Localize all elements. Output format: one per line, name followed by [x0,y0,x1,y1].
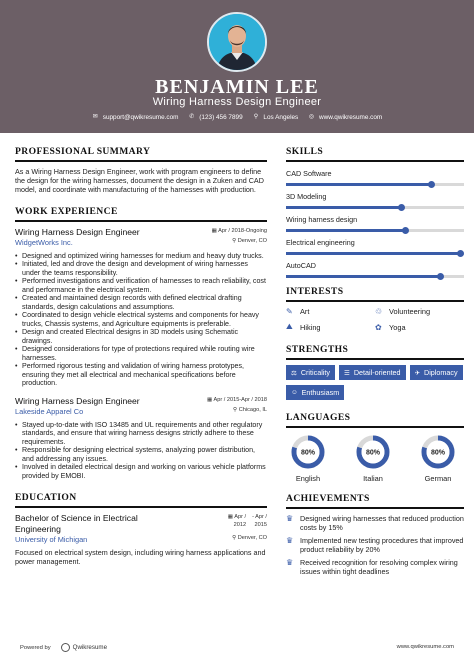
language-name: Italian [363,474,383,483]
skill-bar [286,275,464,278]
palette-icon: ✎ [286,307,293,316]
skill-bar-fill [286,183,432,186]
list-item: • Performed investigations and verification of harnesses to reach reliability, cost and performance in the electrical system. [15,277,267,294]
languages-heading: LANGUAGES [286,412,464,428]
skill-bar [286,206,464,209]
company-name: Lakeside Apparel Co [15,406,84,416]
language-name: English [295,474,321,483]
globe-icon: ◎ [308,114,315,120]
strength-badge: ☰ Detail-oriented [339,365,406,380]
skill-bar [286,252,464,255]
list-item: • Responsible for designing electrical systems, analyzing power distribution, and addressing any issues. [15,446,267,463]
skill-bar-knob [437,273,444,280]
language-ring [290,434,326,470]
left-column [15,146,267,567]
footer [0,636,474,670]
summary-section [15,146,267,195]
candidate-name: BENJAMIN LEE [155,76,319,98]
candidate-role: Wiring Harness Design Engineer [152,96,322,108]
person-photo-icon [209,14,265,70]
languages-list [286,434,464,483]
skill-bar [286,229,464,232]
interests-section [286,286,464,332]
education-text: Focused on electrical system design, including wiring harness applications and power management. [15,548,266,567]
smile-icon: ☺ [291,389,298,396]
skill-bar [286,183,464,186]
calendar-icon: ▦ [206,396,214,403]
qwikresume-logo-icon [61,643,70,652]
list-item: • Designed and optimized wiring harnesses for medium and heavy duty trucks. [15,252,267,261]
trophy-icon: ♛ [286,536,294,545]
avatar [207,12,267,72]
job-title: Wiring Harness Design Engineer [15,226,140,237]
list-item: • Stayed up-to-date with ISO 13485 and UL requirements and other regulatory standards, and ensure that wiring harness designs strictly adhere to these requirements. [15,421,267,447]
skill-name: 3D Modeling [286,192,327,201]
handshake-icon: ♲ [375,307,383,316]
interests-list [286,307,464,332]
strength-badge: ☺ Enthusiasm [286,385,344,400]
resume-header [0,0,474,133]
skill-item [286,261,464,278]
strength-badge: ✈ Diplomacy [410,365,463,380]
skill-item [286,192,464,209]
education-heading: EDUCATION [15,492,267,508]
contact-location: ⚲ Los Angeles [253,113,299,121]
phone-icon: ✆ [189,114,195,120]
achievements-section [286,493,464,576]
powered-by: Powered by Qwikresume [20,644,108,651]
list-item: • Involved in detailed electrical design and working on various vehicle platforms provided by EMOBI. [15,463,267,480]
list-icon: ☰ [343,369,350,377]
achievements-heading: ACHIEVEMENTS [286,493,464,509]
skill-bar-knob [402,227,409,234]
skill-bar-fill [286,206,402,209]
skill-bar-fill [286,275,441,278]
skill-name: AutoCAD [286,261,316,270]
job-dates: ▦ Apr / 2015-Apr / 2018 [206,396,267,403]
skill-bar-knob [428,181,435,188]
contact-website[interactable]: ◎ www.qwikresume.com [308,113,383,121]
education-dates: ▦ Apr / 2012 - Apr / 2015 [227,514,267,529]
strength-badge: ⚖ Criticality [286,365,335,380]
job-dates: ▦ Apr / 2018-Ongoing [211,227,267,234]
location-pin-icon: ⚲ [232,535,238,542]
skill-bar-fill [286,252,460,255]
strengths-heading: STRENGTHS [286,344,464,360]
location-pin-icon: ⚲ [232,237,238,244]
interest-yoga: ✿ Yoga [375,322,406,332]
experience-heading: WORK EXPERIENCE [15,206,267,222]
location-pin-icon: ⚲ [233,406,239,413]
language-item [418,434,458,483]
language-percent: 80% [365,449,381,457]
skill-bar-fill [286,229,405,232]
footer-website[interactable]: www.qwikresume.com [396,644,454,650]
job-location: ⚲ Chicago, IL [233,406,267,413]
strengths-list [286,365,464,400]
summary-text: As a Wiring Harness Design Engineer, work with program engineers to define the design for the wiring harnesses, document the design in a Zuken and CAD model, and coordinate with manufacturing of the harnesses with production. [15,167,264,195]
interests-heading: INTERESTS [286,286,464,302]
experience-section [15,206,267,481]
envelope-icon: ✉ [92,114,98,120]
language-ring [420,434,456,470]
job-entry [15,227,267,388]
skill-bar-knob [457,250,464,257]
list-item: • Created and maintained design records with defined electrical drafting standards, design calculations and assumptions. [15,294,267,311]
location-pin-icon: ⚲ [253,114,259,120]
job-entry [15,396,267,481]
achievement-item: ♛ Designed wiring harnesses that reduced production costs by 15% [286,514,464,532]
language-item [288,434,328,483]
dove-icon: ✈ [414,369,421,377]
contact-email[interactable]: ✉ support@qwikresume.com [92,113,179,121]
degree-title: Bachelor of Science in Electrical Engineering [15,513,138,534]
interest-art: ✎ Art [286,307,310,316]
yoga-icon: ✿ [375,322,382,332]
education-section [15,492,267,566]
list-item: • Designed considerations for type of protections required while routing wire harnesses. [15,345,267,362]
language-ring [355,434,391,470]
skill-name: Wiring harness design [286,215,358,224]
education-location: ⚲ Denver, CO [232,535,267,542]
job-title: Wiring Harness Design Engineer [15,395,140,406]
company-name: WidgetWorks Inc. [15,237,73,247]
job-bullets [15,421,267,481]
skill-item [286,169,464,186]
interest-volunteering: ♲ Volunteering [375,307,431,316]
skills-list [286,169,464,278]
contact-phone[interactable]: ✆ (123) 456 7899 [189,113,243,121]
language-percent: 80% [300,449,316,457]
list-item: • Performed rigorous testing and validation of wiring harness prototypes, ensuring they met all electrical and mechanical specifications before production. [15,362,267,388]
language-item [353,434,393,483]
skill-name: CAD Software [286,169,332,178]
balance-icon: ⚖ [291,369,297,377]
trophy-icon: ♛ [286,514,294,523]
job-location: ⚲ Denver, CO [232,237,267,244]
list-item: • Initiated, led and drove the design and development of wiring harnesses under the teams responsibility. [15,260,267,277]
languages-section [286,412,464,483]
calendar-icon: ▦ [211,227,219,234]
list-item: • Coordinated to design vehicle electrical systems and components for heavy trucks, Chassis systems, and Agriculture equipments is preferable. [15,311,267,328]
strengths-section [286,344,464,400]
brand-name: Qwikresume [72,644,108,651]
summary-heading: PROFESSIONAL SUMMARY [15,146,267,162]
skill-bar-knob [398,204,405,211]
interest-hiking: ⛰ Hiking [286,322,321,332]
skills-section [286,146,464,278]
right-column [286,146,464,576]
school-name: University of Michigan [15,535,88,545]
job-bullets [15,252,267,388]
achievement-item: ♛ Implemented new testing procedures that improved product reliability by 20% [286,536,464,554]
language-name: German [424,474,452,483]
calendar-icon: ▦ [227,514,235,521]
skill-item [286,215,464,232]
language-percent: 80% [430,449,446,457]
hiking-icon: ⛰ [286,322,293,331]
list-item: • Design and created Electrical designs in 3D models using Schematic drawings. [15,328,267,345]
contact-bar [0,113,474,121]
skill-name: Electrical engineering [286,238,355,247]
achievement-item: ♛ Received recognition for resolving complex wiring issues within tight deadlines [286,558,458,576]
trophy-icon: ♛ [286,558,294,567]
skills-heading: SKILLS [286,146,464,162]
skill-item [286,238,464,255]
